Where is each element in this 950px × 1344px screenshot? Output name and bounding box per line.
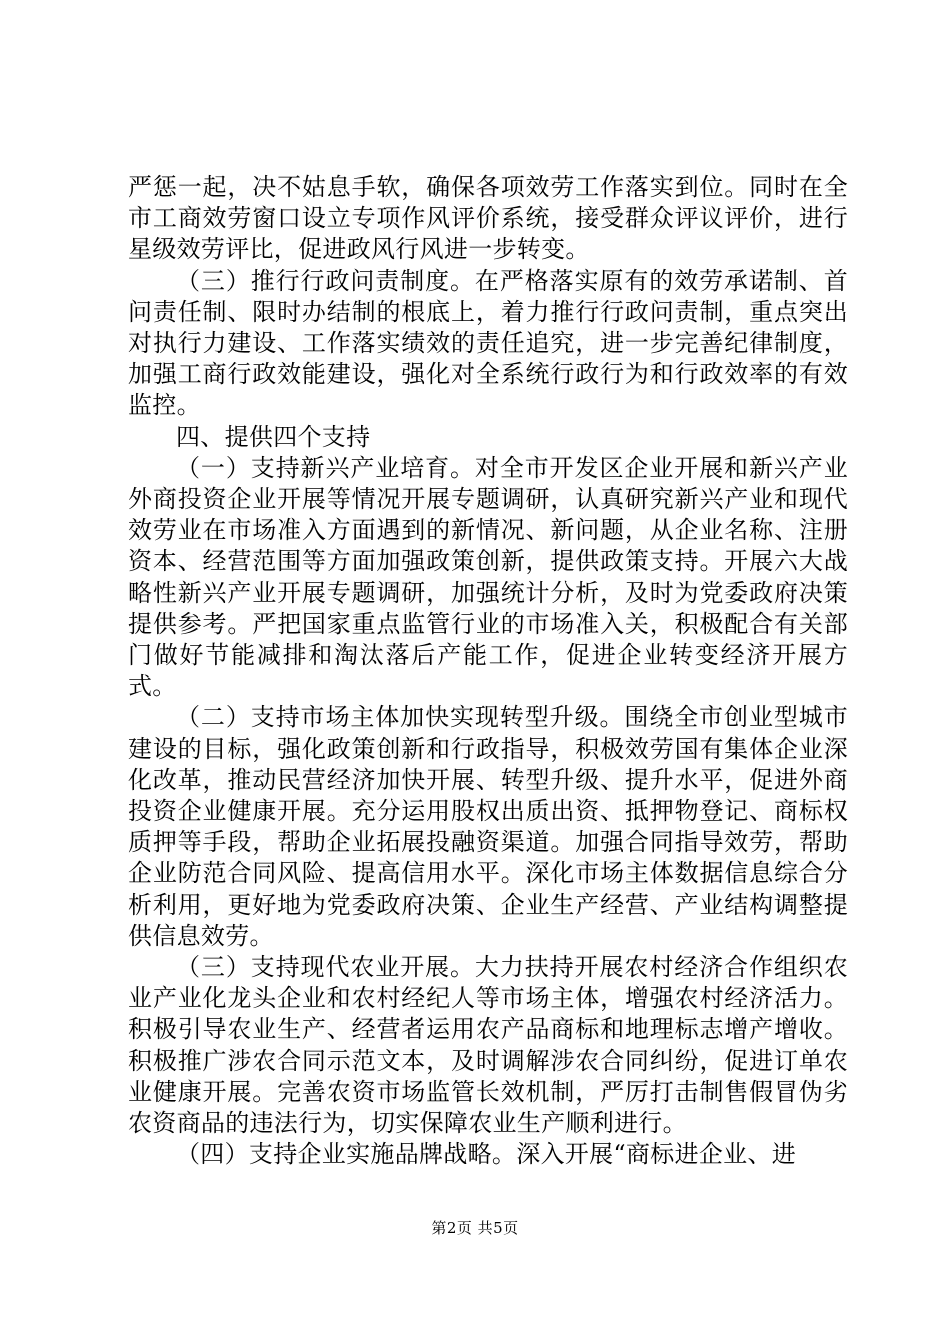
paragraph-modern-agriculture: （三）支持现代农业开展。大力扶持开展农村经济合作组织农业产业化龙头企业和农村经纪人等市场主体，增强农村经济活力。积极引导农业生产、经营者运用农产品商标和地理标志增产增收。积极推广涉农合同示范文本，及时调解涉农合同纠纷，促进订单农业健康开展。完善农资市场监管长效机制，严厉打击制售假冒伪劣农资商品的违法行为，切实保障农业生产顺利进行。	[128, 953, 848, 1138]
paragraph-emerging-industries: （一）支持新兴产业培育。对全市开发区企业开展和新兴产业外商投资企业开展等情况开展专题调研，认真研究新兴产业和现代效劳业在市场准入方面遇到的新情况、新问题，从企业名称、注册资本、经营范围等方面加强政策创新，提供政策支持。开展六大战略性新兴产业开展专题调研，加强统计分析，及时为党委政府决策提供参考。严把国家重点监管行业的市场准入关，积极配合有关部门做好节能减排和淘汰落后产能工作，促进企业转变经济开展方式。	[128, 453, 848, 701]
section-heading-four-supports: 四、提供四个支持	[176, 422, 371, 451]
paragraph-market-transformation: （二）支持市场主体加快实现转型升级。围绕全市创业型城市建设的目标，强化政策创新和行政指导，积极效劳国有集体企业深化改革，推动民营经济加快开展、转型升级、提升水平，促进外商投资企业健康开展。充分运用股权出质出资、抵押物登记、商标权质押等手段，帮助企业拓展投融资渠道。加强合同指导效劳，帮助企业防范合同风险、提高信用水平。深化市场主体数据信息综合分析利用，更好地为党委政府决策、企业生产经营、产业结构调整提供信息效劳。	[128, 703, 848, 950]
page-footer: 第2页 共5页	[431, 1219, 519, 1237]
paragraph-brand-strategy: （四）支持企业实施品牌战略。深入开展“商标进企业、进	[176, 1140, 797, 1169]
paragraph-continuation: 严惩一起，决不姑息手软，确保各项效劳工作落实到位。同时在全市工商效劳窗口设立专项作风评价系统，接受群众评议评价，进行星级效劳评比，促进政风行风进一步转变。	[128, 173, 848, 264]
document-body	[128, 172, 848, 1171]
paragraph-accountability-system: （三）推行行政问责制度。在严格落实原有的效劳承诺制、首问责任制、限时办结制的根底上，着力推行行政问责制，重点突出对执行力建设、工作落实绩效的责任追究，进一步完善纪律制度，加强工商行政效能建设，强化对全系统行政行为和行政效率的有效监控。	[128, 266, 848, 420]
